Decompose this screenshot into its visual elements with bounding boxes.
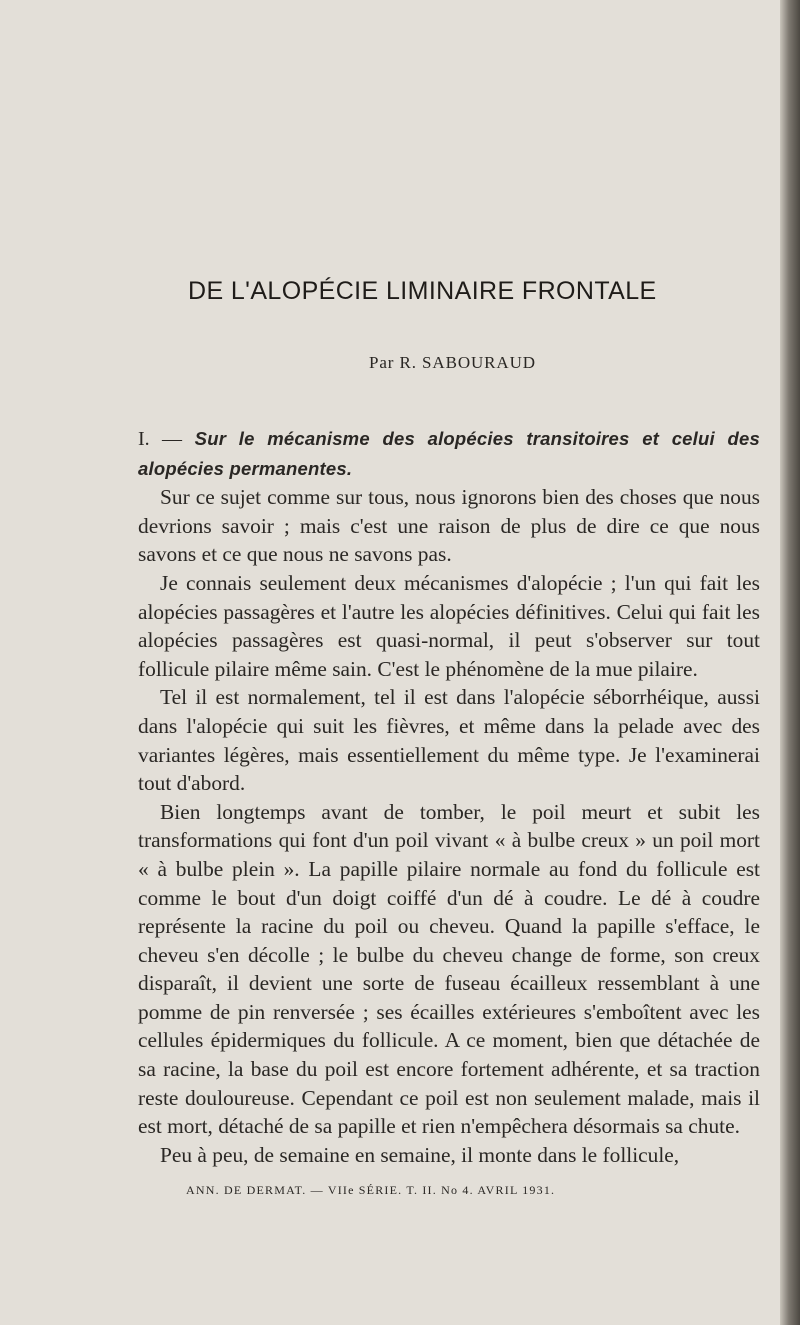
paragraph: Sur ce sujet comme sur tous, nous ignorons bien des choses que nous devrions savoir ; mais c'est une raison de plus de dire ce que nous savons et ce que nous ne savons pas. (138, 485, 760, 567)
paragraph: Bien longtemps avant de tomber, le poil meurt et subit les transformations qui font d'un poil vivant « à bulbe creux » un poil mort « à bulbe plein ». La papille pilaire normale au fond du follicule est comme le bout d'un doigt coiffé d'un dé à coudre. Le dé à coudre représente la racine du poil ou cheveu. Quand la papille s'efface, le cheveu s'en décolle ; le bulbe du cheveu change de forme, son creux disparaît, il devient une sorte de fuseau écailleux ressemblant à une pomme de pin renversée ; ses écailles extérieures s'emboîtent avec les cellules épidermiques du follicule. A ce moment, bien que détachée de sa racine, la base du poil est encore fortement adhérente, et sa traction reste douloureuse. Cependant ce poil est non seulement malade, mais il est mort, détaché de sa papille et rien n'empêchera désormais sa chute. (138, 799, 760, 1139)
article-title: DE L'ALOPÉCIE LIMINAIRE FRONTALE (188, 277, 657, 305)
section-heading (138, 424, 760, 483)
author-byline: Par R. SABOURAUD (369, 353, 536, 372)
paragraph: Je connais seulement deux mécanismes d'alopécie ; l'un qui fait les alopécies passagères et l'autre les alopécies définitives. Celui qui fait les alopécies passagères est quasi-normal, il peut s'observer sur tout follicule pilaire même sain. C'est le phénomène de la mue pilaire. (138, 570, 760, 681)
section-title: Sur le mécanisme des alopécies transitoires et celui des alopécies permanentes. (138, 428, 760, 479)
paragraph: Tel il est normalement, tel il est dans l'alopécie séborrhéique, aussi dans l'alopécie qui suit les fièvres, et même dans la pelade avec des variantes légères, mais essentiellement du même type. Je l'examinerai tout d'abord. (138, 685, 760, 796)
journal-footer: ANN. DE DERMAT. — VIIe SÉRIE. T. II. No 4. AVRIL 1931. (186, 1183, 556, 1197)
article-body (138, 424, 760, 1169)
section-number: I. — (138, 428, 182, 450)
paragraph: Peu à peu, de semaine en semaine, il monte dans le follicule, (160, 1142, 680, 1167)
page-edge-shadow (780, 0, 800, 1325)
